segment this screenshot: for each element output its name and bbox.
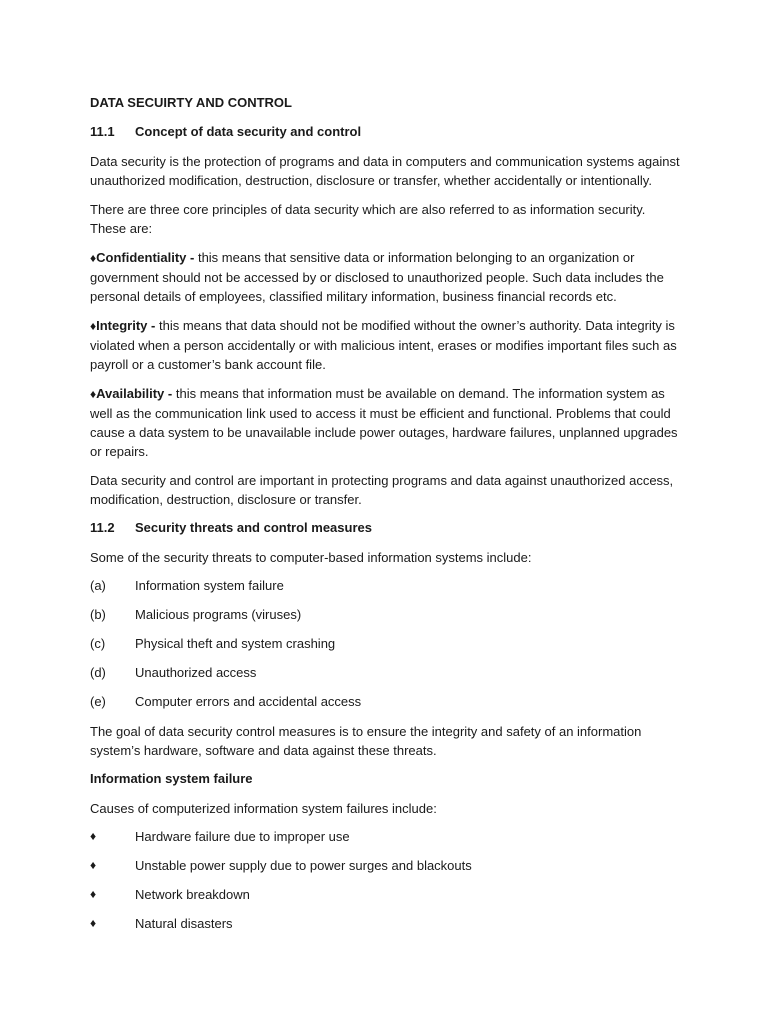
cause-item <box>90 886 682 903</box>
paragraph-control-goal: The goal of data security control measures is to ensure the integrity and safety of an information system’s hardware, software and data against these threats. <box>90 724 642 758</box>
section-heading-11-1 <box>90 123 682 140</box>
threat-item <box>90 635 682 652</box>
principle-term: Integrity - <box>96 318 156 333</box>
paragraph-definition: Data security is the protection of programs and data in computers and communication systems against unauthorized modification, destruction, disclosure or transfer, whether accidentally or intentionally. <box>90 154 680 188</box>
principle-confidentiality <box>90 248 682 306</box>
diamond-bullet-icon: ♦ <box>90 829 97 843</box>
document-title: DATA SECUIRTY AND CONTROL <box>90 95 292 110</box>
list-text: Unauthorized access <box>135 665 257 680</box>
section-number: 11.1 <box>90 124 115 139</box>
threat-item <box>90 606 682 623</box>
paragraph-causes-intro: Causes of computerized information system failures include: <box>90 801 437 816</box>
diamond-bullet-icon: ♦ <box>90 319 97 333</box>
principle-text: this means that information must be available on demand. The information system as well as the communication link used to access it must be efficient and functional. Problems that could cause a data system to be unavailable include power outages, hardware failures, unplanned upgrades or repairs. <box>90 386 678 459</box>
principle-integrity <box>90 316 682 374</box>
list-text: Malicious programs (viruses) <box>135 607 302 622</box>
diamond-bullet-icon: ♦ <box>90 916 97 930</box>
diamond-bullet-icon: ♦ <box>90 387 97 401</box>
principle-text: this means that sensitive data or information belonging to an organization or government should not be accessed by or disclosed to unauthorized people. Such data includes the personal details of employees, classified military information, business financial records etc. <box>90 250 664 304</box>
diamond-bullet-icon: ♦ <box>90 887 97 901</box>
list-text: Physical theft and system crashing <box>135 636 336 651</box>
list-text: Computer errors and accidental access <box>135 694 362 709</box>
list-text: Information system failure <box>135 578 284 593</box>
list-marker: (a) <box>90 578 106 593</box>
diamond-bullet-icon: ♦ <box>90 858 97 872</box>
paragraph-threats-intro: Some of the security threats to computer-based information systems include: <box>90 550 532 565</box>
list-marker: (e) <box>90 694 106 709</box>
section-number: 11.2 <box>90 520 115 535</box>
cause-item <box>90 915 682 932</box>
paragraph-importance: Data security and control are important in protecting programs and data against unauthorized access, modification, destruction, disclosure or transfer. <box>90 473 674 507</box>
threat-item <box>90 664 682 681</box>
section-title: Security threats and control measures <box>135 520 372 535</box>
list-text: Network breakdown <box>135 887 250 902</box>
principle-term: Availability - <box>96 386 173 401</box>
cause-item <box>90 828 682 845</box>
cause-item <box>90 857 682 874</box>
section-heading-11-2 <box>90 519 682 536</box>
principle-availability <box>90 384 682 461</box>
list-text: Hardware failure due to improper use <box>135 829 350 844</box>
list-marker: (b) <box>90 607 106 622</box>
list-text: Unstable power supply due to power surges and blackouts <box>135 858 472 873</box>
list-marker: (c) <box>90 636 106 651</box>
threat-item <box>90 577 682 594</box>
principle-text: this means that data should not be modified without the owner’s authority. Data integrity is violated when a person accidentally or with malicious intent, erases or modifies important files such as payroll or a customer’s bank account file. <box>90 318 677 372</box>
diamond-bullet-icon: ♦ <box>90 251 97 265</box>
threat-item <box>90 693 682 710</box>
list-text: Natural disasters <box>135 916 233 931</box>
document-body <box>90 94 682 944</box>
section-title: Concept of data security and control <box>135 124 362 139</box>
paragraph-principles-intro: There are three core principles of data security which are also referred to as information security. These are: <box>90 202 646 236</box>
subheading-system-failure: Information system failure <box>90 771 253 786</box>
principle-term: Confidentiality - <box>96 250 195 265</box>
list-marker: (d) <box>90 665 106 680</box>
